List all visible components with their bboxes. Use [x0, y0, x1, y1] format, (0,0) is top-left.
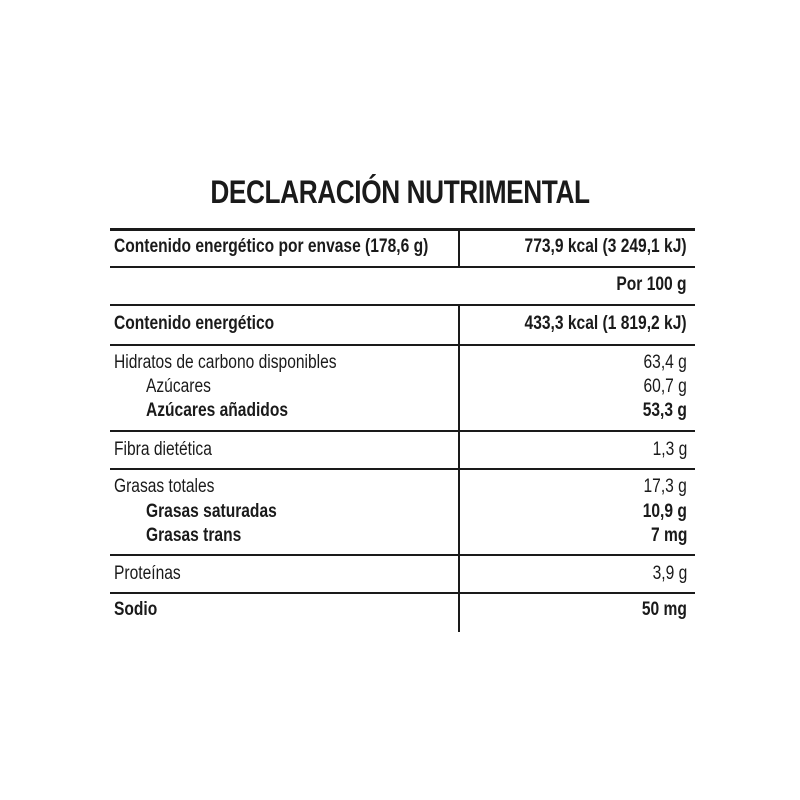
- row-value: 53,3 g: [642, 400, 687, 421]
- header-label: Contenido energético por envase (178,6 g): [114, 236, 429, 257]
- row-label: Hidratos de carbono disponibles: [114, 352, 337, 373]
- column-divider: [458, 304, 460, 632]
- row-label: Fibra dietética: [114, 439, 212, 460]
- row-label: Azúcares: [146, 376, 211, 397]
- rule-after-protein: [110, 592, 695, 594]
- row-value: 433,3 kcal (1 819,2 kJ): [525, 313, 687, 334]
- rule-after-header: [110, 266, 695, 268]
- row-value: 60,7 g: [643, 376, 687, 397]
- rule-after-energy: [110, 344, 695, 346]
- row-value: 7 mg: [650, 525, 687, 546]
- row-value: 3,9 g: [652, 563, 687, 584]
- row-label: Grasas trans: [146, 525, 242, 546]
- per-unit-label: Por 100 g: [616, 274, 687, 295]
- row-value: 17,3 g: [643, 476, 687, 497]
- row-value: 50 mg: [641, 599, 687, 620]
- rule-after-fiber: [110, 468, 695, 470]
- table-top-rule: [110, 228, 695, 231]
- row-label: Proteínas: [114, 563, 181, 584]
- nutrition-table: [110, 228, 695, 632]
- rule-after-carbs: [110, 430, 695, 432]
- row-label: Sodio: [114, 599, 158, 620]
- row-value: 10,9 g: [642, 501, 687, 522]
- row-label: Grasas saturadas: [146, 501, 277, 522]
- row-label: Grasas totales: [114, 476, 215, 497]
- row-label: Azúcares añadidos: [146, 400, 289, 421]
- rule-after-fats: [110, 554, 695, 556]
- rule-after-per-unit: [110, 304, 695, 306]
- header-value: 773,9 kcal (3 249,1 kJ): [525, 236, 687, 257]
- column-divider: [458, 228, 460, 266]
- row-value: 63,4 g: [643, 352, 687, 373]
- table-title: DECLARACIÓN NUTRIMENTAL: [210, 174, 590, 210]
- row-value: 1,3 g: [652, 439, 687, 460]
- row-label: Contenido energético: [114, 313, 275, 334]
